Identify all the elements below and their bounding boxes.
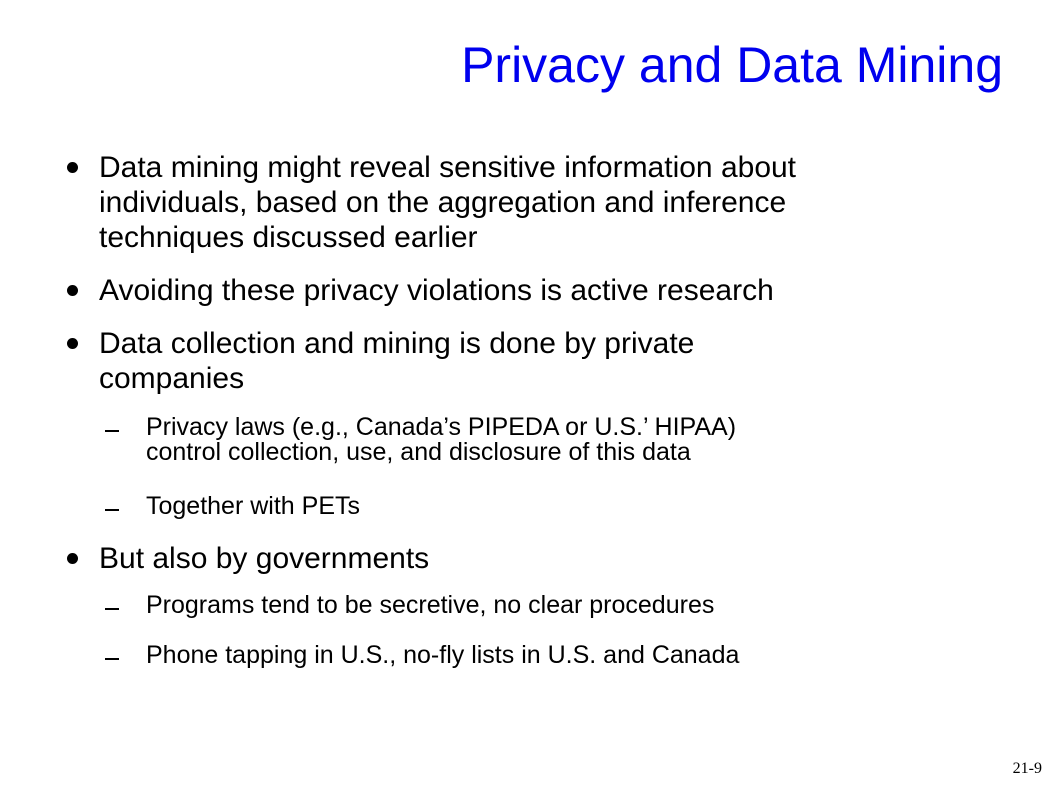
bullet-line: Avoiding these privacy violations is active research (99, 274, 774, 307)
bullet-dot (67, 162, 78, 173)
bullet-dot (67, 553, 78, 564)
sub-bullet-text (146, 643, 1006, 668)
sub-bullet-text (146, 415, 1006, 465)
bullet-line: Data collection and mining is done by private (99, 327, 695, 360)
bullet-line: But also by governments (99, 542, 430, 575)
bullet-line: individuals, based on the aggregation and inference (99, 186, 787, 219)
sub-bullet-line: Phone tapping in U.S., no-fly lists in U.S. and Canada (146, 641, 740, 669)
bullet-line: techniques discussed earlier (99, 221, 478, 254)
slide-title: Privacy and Data Mining (461, 37, 1003, 93)
sub-bullet-line: Programs tend to be secretive, no clear procedures (146, 591, 715, 619)
bullet-text (99, 150, 999, 255)
sub-bullet-text (146, 593, 1006, 618)
bullet-text (99, 273, 999, 308)
bullet-text (99, 326, 999, 396)
sub-bullet-dash (105, 509, 119, 511)
sub-bullet-text (146, 494, 1006, 519)
bullet-line: Data mining might reveal sensitive information about (99, 151, 797, 184)
sub-bullet-line: control collection, use, and disclosure of this data (146, 438, 691, 466)
sub-bullet-dash (105, 658, 119, 660)
sub-bullet-dash (105, 608, 119, 610)
bullet-dot (67, 338, 78, 349)
sub-bullet-line: Together with PETs (146, 492, 360, 520)
sub-bullet-line: Privacy laws (e.g., Canada’s PIPEDA or U.S.’ HIPAA) (146, 413, 737, 441)
sub-bullet-dash (105, 430, 119, 432)
bullet-line: companies (99, 362, 245, 395)
bullet-dot (67, 285, 78, 296)
slide-number: 21-9 (1012, 760, 1042, 777)
bullet-text (99, 541, 999, 576)
